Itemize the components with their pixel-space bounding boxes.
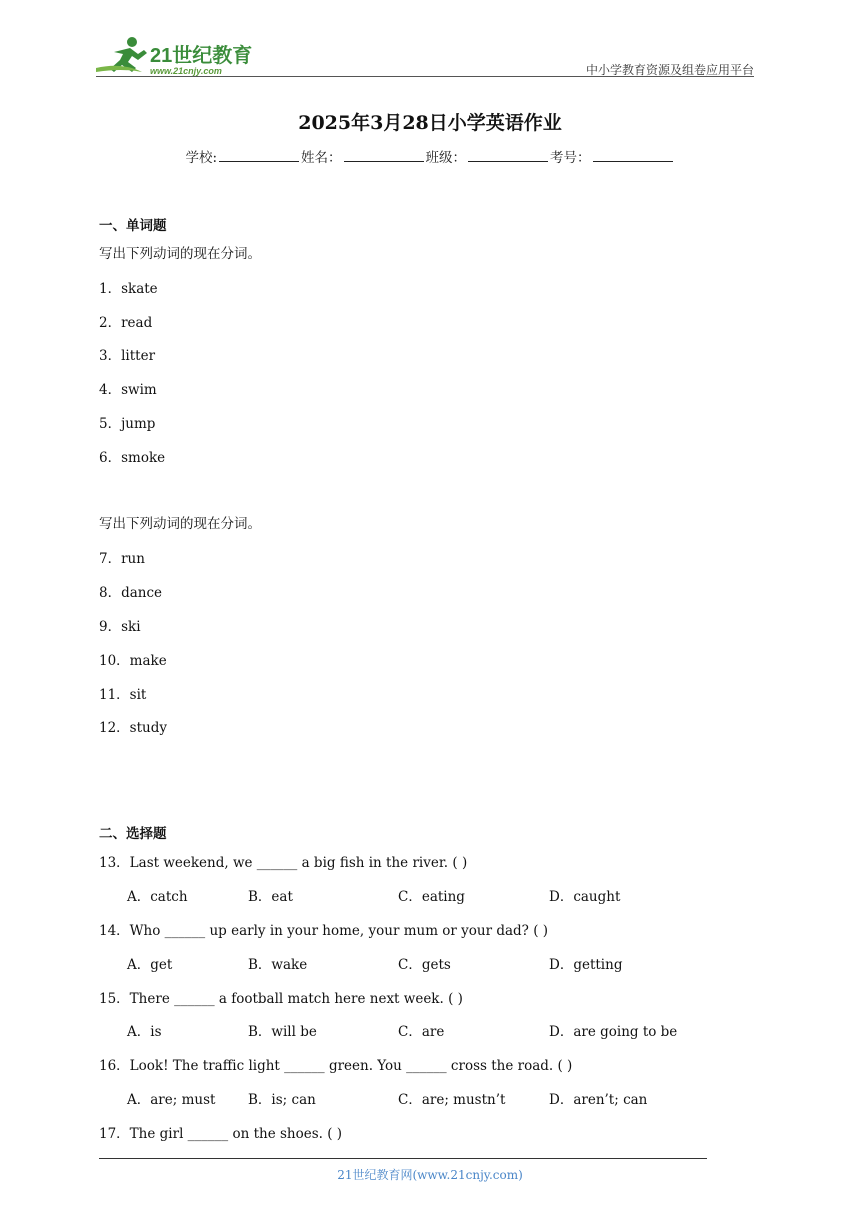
platform-label: 中小学教育资源及组卷应用平台 — [585, 63, 754, 77]
section-title-choice: 二、选择题 — [99, 826, 167, 842]
question-text: 17．The girl ______ on the shoes. ( ) — [99, 1126, 343, 1142]
option-c[interactable]: C．gets — [398, 957, 451, 973]
page-title: 2025年3月28日小学英语作业 — [298, 112, 562, 134]
student-info-line — [0, 146, 860, 166]
option-a[interactable]: A．get — [127, 957, 173, 973]
option-a[interactable]: A．is — [127, 1024, 162, 1040]
header-divider — [96, 76, 754, 77]
option-c[interactable]: C．are; mustn’t — [398, 1092, 506, 1108]
question-text: 14．Who ______ up early in your home, your mum or your dad? ( ) — [99, 923, 549, 939]
option-d[interactable]: D．caught — [549, 889, 621, 905]
name-blank[interactable] — [344, 149, 424, 162]
class-label: 班级： — [425, 150, 467, 166]
word-item: 7．run — [99, 551, 145, 567]
option-b[interactable]: B．will be — [248, 1024, 317, 1040]
question-text: 16．Look! The traffic light ______ green. You ______ cross the road. ( ) — [99, 1058, 573, 1074]
school-blank[interactable] — [219, 149, 299, 162]
footer-link[interactable]: 21世纪教育网(www.21cnjy.com) — [337, 1168, 523, 1182]
option-b[interactable]: B．wake — [248, 957, 308, 973]
word-item: 9．ski — [99, 619, 141, 635]
instruction-b: 写出下列动词的现在分词。 — [99, 516, 261, 532]
word-item: 12．study — [99, 720, 167, 736]
word-item: 5．jump — [99, 416, 156, 432]
option-c[interactable]: C．are — [398, 1024, 445, 1040]
section-title-words: 一、单词题 — [99, 218, 167, 234]
word-item: 10．make — [99, 653, 167, 669]
school-label: 学校: — [185, 150, 218, 166]
class-blank[interactable] — [468, 149, 548, 162]
option-d[interactable]: D．getting — [549, 957, 623, 973]
exam-no-blank[interactable] — [593, 149, 673, 162]
word-item: 11．sit — [99, 687, 147, 703]
exam-no-label: 考号： — [550, 150, 591, 166]
question-text: 15．There ______ a football match here next week. ( ) — [99, 991, 463, 1007]
footer-divider — [99, 1158, 707, 1159]
word-item: 3．litter — [99, 348, 156, 364]
word-item: 4．swim — [99, 382, 157, 398]
logo-text: 21世纪教育 — [150, 45, 253, 67]
option-c[interactable]: C．eating — [398, 889, 465, 905]
word-item: 8．dance — [99, 585, 163, 601]
option-b[interactable]: B．eat — [248, 889, 293, 905]
word-item: 1．skate — [99, 281, 158, 297]
instruction-a: 写出下列动词的现在分词。 — [99, 246, 261, 262]
option-a[interactable]: A．are; must — [127, 1092, 216, 1108]
word-item: 2．read — [99, 315, 153, 331]
option-a[interactable]: A．catch — [127, 889, 188, 905]
word-item: 6．smoke — [99, 450, 166, 466]
brand-logo — [92, 32, 262, 78]
name-label: 姓名： — [301, 150, 342, 166]
question-text: 13．Last weekend, we ______ a big fish in the river. ( ) — [99, 855, 468, 871]
logo-url: www.21cnjy.com — [150, 66, 222, 76]
option-d[interactable]: D．aren’t; can — [549, 1092, 648, 1108]
option-b[interactable]: B．is; can — [248, 1092, 316, 1108]
option-d[interactable]: D．are going to be — [549, 1024, 678, 1040]
